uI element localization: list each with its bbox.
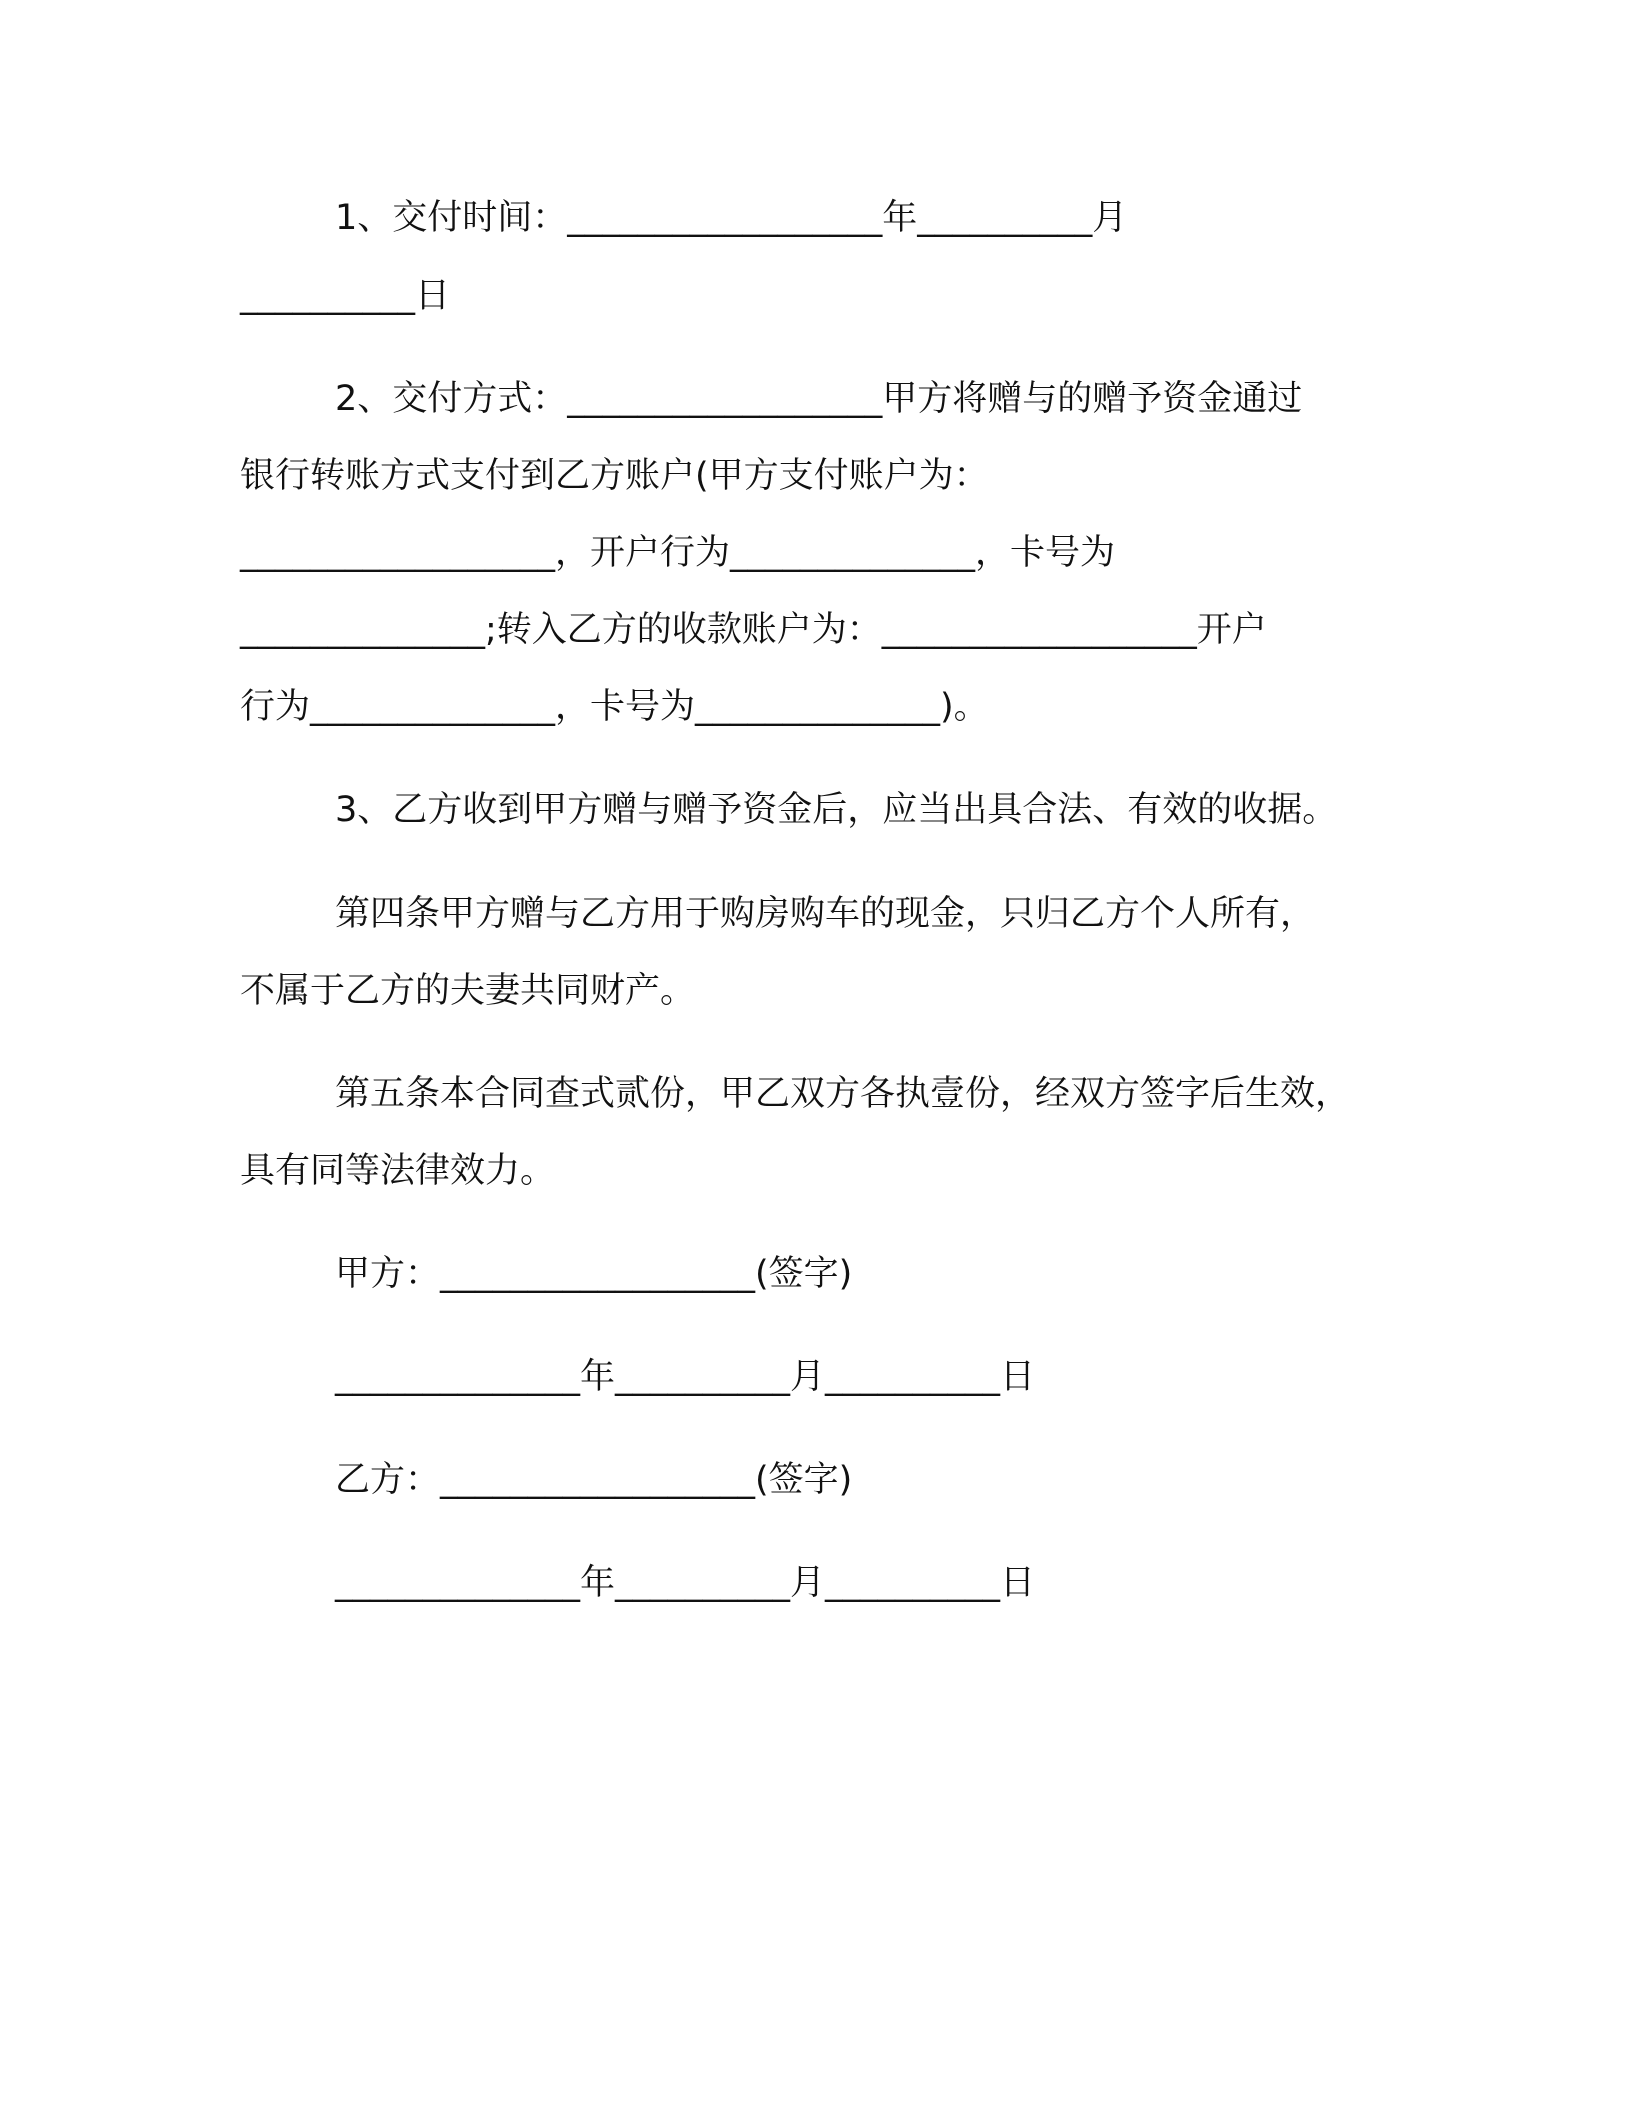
party-a-date-line: ______________年__________月__________日 bbox=[335, 1357, 1036, 1397]
article-four-continued-line: 不属于乙方的夫妻共同财产。 bbox=[240, 971, 696, 1011]
payer-account-line: __________________，开户行为______________，卡号为 bbox=[240, 533, 1116, 573]
article-four-line: 第四条甲方赠与乙方用于购房购车的现金，只归乙方个人所有， bbox=[335, 894, 1316, 934]
party-b-signature-line: 乙方：__________________(签字) bbox=[335, 1460, 853, 1500]
party-b-date-line: ______________年__________月__________日 bbox=[335, 1563, 1036, 1603]
party-a-signature-line: 甲方：__________________(签字) bbox=[335, 1254, 853, 1294]
delivery-time-line: 1、交付时间：__________________年__________月 bbox=[335, 198, 1128, 238]
bank-transfer-line: 银行转账方式支付到乙方账户(甲方支付账户为： bbox=[240, 456, 989, 496]
payee-account-line: ______________;转入乙方的收款账户为：__________________开户 bbox=[240, 610, 1267, 650]
delivery-time-day-line: __________日 bbox=[240, 276, 451, 316]
receipt-clause-line: 3、乙方收到甲方赠与赠予资金后，应当出具合法、有效的收据。 bbox=[335, 790, 1338, 830]
article-five-line: 第五条本合同查式贰份，甲乙双方各执壹份，经双方签字后生效， bbox=[335, 1074, 1351, 1114]
article-five-continued-line: 具有同等法律效力。 bbox=[240, 1151, 556, 1191]
delivery-method-line: 2、交付方式：__________________甲方将赠与的赠予资金通过 bbox=[335, 379, 1303, 419]
payee-bank-line: 行为______________，卡号为______________)。 bbox=[240, 687, 989, 727]
